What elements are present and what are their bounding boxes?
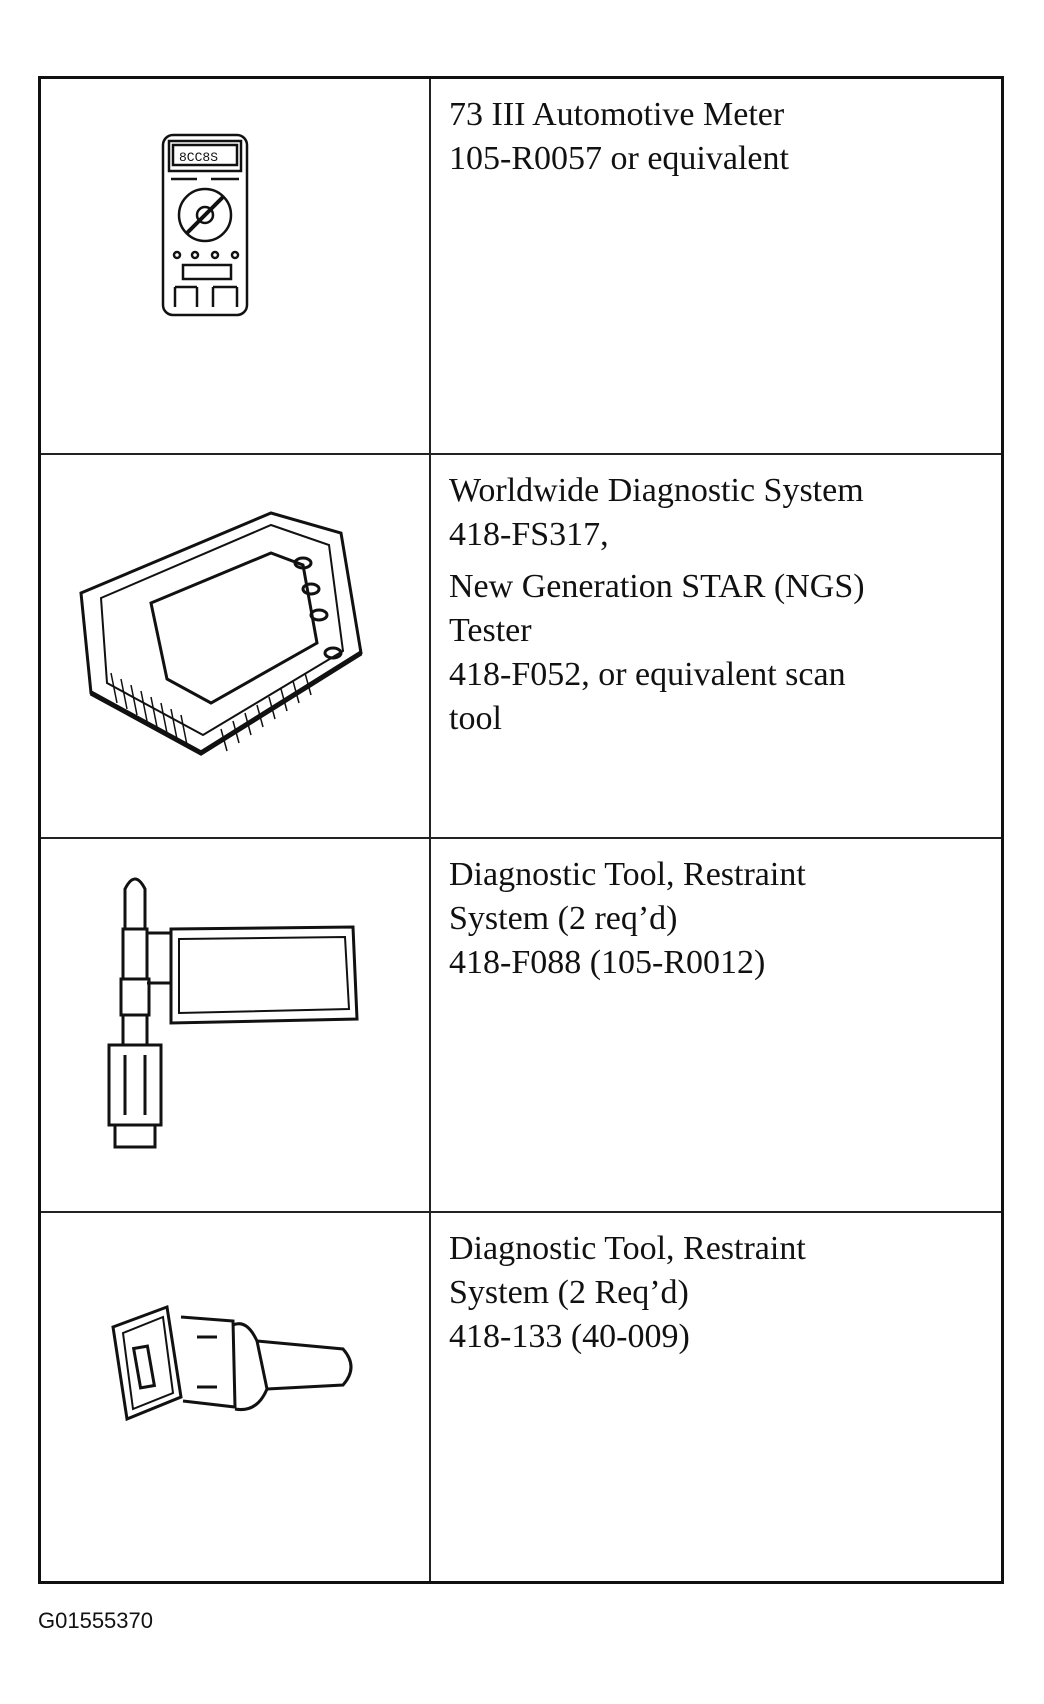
figure-id: G01555370 (38, 1608, 153, 1633)
tool-name: 73 III Automotive Meter (449, 96, 785, 133)
tool-alt-name: New Generation STAR (NGS) (449, 568, 865, 605)
svg-text:8CC8S: 8CC8S (179, 150, 219, 165)
tool-description (449, 469, 989, 741)
tool-description (449, 853, 989, 985)
tool-row-scan-tool (41, 453, 1001, 837)
tool-row-meter (41, 79, 1001, 453)
tool-description (449, 93, 989, 181)
tool-alt-part-number-cont: tool (449, 700, 502, 737)
multimeter-icon (41, 79, 429, 453)
tool-name: Diagnostic Tool, Restraint (449, 856, 806, 893)
tool-name-cont: System (2 req’d) (449, 900, 678, 937)
tool-description (449, 1227, 989, 1359)
special-tools-table (38, 76, 1004, 1584)
tool-part-number: 418-FS317, (449, 516, 609, 553)
scan-tool-icon (41, 455, 429, 837)
tool-row-restraint-tool-a (41, 837, 1001, 1211)
tool-name: Diagnostic Tool, Restraint (449, 1230, 806, 1267)
restraint-tool-connector-icon (41, 1213, 429, 1581)
restraint-tool-tag-icon (41, 839, 429, 1211)
tool-row-restraint-tool-b (41, 1211, 1001, 1581)
tool-name-cont: System (2 Req’d) (449, 1274, 689, 1311)
tool-alt-part-number: 418-F052, or equivalent scan (449, 656, 846, 693)
tool-name: Worldwide Diagnostic System (449, 472, 864, 509)
tool-part-number: 105-R0057 or equivalent (449, 140, 789, 177)
tool-alt-name-cont: Tester (449, 612, 532, 649)
tool-part-number: 418-F088 (105-R0012) (449, 944, 766, 981)
tool-part-number: 418-133 (40-009) (449, 1318, 690, 1355)
